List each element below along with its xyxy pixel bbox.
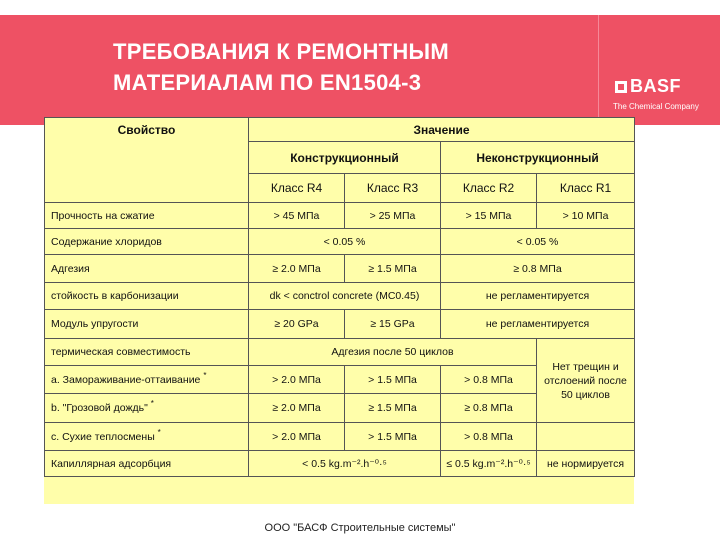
class-r1: Класс R1 [537, 174, 635, 203]
footer-text: ООО "БАСФ Строительные системы" [264, 522, 456, 534]
capillary-label: Капиллярная адсорбция [45, 451, 249, 477]
header-value: Значение [249, 118, 635, 142]
dry-r4: > 2.0 МПа [249, 423, 345, 451]
class-r4: Класс R4 [249, 174, 345, 203]
freeze-label-cell [45, 366, 249, 394]
thunder-label: b. "Грозовой дождь" [51, 402, 148, 414]
compressive-label: Прочность на сжатие [45, 203, 249, 229]
modulus-label: Модуль упругости [45, 310, 249, 339]
freeze-r3: > 1.5 МПа [345, 366, 441, 394]
thunder-r2: ≥ 0.8 МПа [441, 394, 537, 423]
adhesion-r3: ≥ 1.5 МПа [345, 255, 441, 283]
table-row [45, 118, 635, 142]
thermal-value: Адгезия после 50 циклов [249, 339, 537, 366]
dry-r2: > 0.8 МПа [441, 423, 537, 451]
compressive-r1: > 10 МПа [537, 203, 635, 229]
dry-label: c. Сухие теплосмены [51, 430, 155, 443]
chlorides-label: Содержание хлоридов [45, 229, 249, 255]
table-row [45, 255, 635, 283]
freeze-r2: > 0.8 МПа [441, 366, 537, 394]
page-title [113, 36, 449, 98]
dry-r1-empty [537, 423, 635, 451]
modulus-r3: ≥ 15 GPa [345, 310, 441, 339]
table-row [45, 203, 635, 229]
header-nonstructural: Неконструкционный [441, 142, 635, 174]
adhesion-nonstructural: ≥ 0.8 МПа [441, 255, 635, 283]
capillary-r1: не нормируется [537, 451, 635, 477]
footnote-marker: * [157, 427, 161, 437]
header-property: Свойство [45, 118, 249, 203]
table-row [45, 229, 635, 255]
compressive-r2: > 15 МПа [441, 203, 537, 229]
thunder-r4: ≥ 2.0 МПа [249, 394, 345, 423]
compressive-r3: > 25 МПа [345, 203, 441, 229]
class-r3: Класс R3 [345, 174, 441, 203]
logo-text: BASF [630, 76, 681, 96]
footnote-marker: * [203, 370, 207, 380]
table-row [45, 339, 635, 366]
basf-logo-icon [615, 81, 627, 93]
thunder-r3: ≥ 1.5 МПа [345, 394, 441, 423]
class-r2: Класс R2 [441, 174, 537, 203]
thunder-label-cell [45, 394, 249, 423]
modulus-r4: ≥ 20 GPa [249, 310, 345, 339]
requirements-table [44, 117, 635, 477]
header-structural: Конструкционный [249, 142, 441, 174]
table-row [45, 283, 635, 310]
table-row [45, 423, 635, 451]
footnote-marker: * [150, 399, 154, 408]
carbonation-nonstructural: не регламентируется [441, 283, 635, 310]
compressive-r4: > 45 МПа [249, 203, 345, 229]
page-title-line-1: ТРЕБОВАНИЯ К РЕМОНТНЫМ [113, 39, 450, 64]
adhesion-label: Адгезия [45, 255, 249, 283]
table-row [45, 451, 635, 477]
capillary-r2: ≤ 0.5 kg.m⁻².h⁻⁰·⁵ [441, 451, 537, 477]
capillary-structural: < 0.5 kg.m⁻².h⁻⁰·⁵ [249, 451, 441, 477]
carbonation-structural: dk < conctrol concrete (MC0.45) [249, 283, 441, 310]
table-row [45, 310, 635, 339]
adhesion-r4: ≥ 2.0 МПа [249, 255, 345, 283]
page-title-line-2: МАТЕРИАЛАМ ПО EN1504-3 [113, 70, 422, 95]
chlorides-nonstructural: < 0.05 % [441, 229, 635, 255]
dry-label-cell [45, 423, 249, 451]
chlorides-structural: < 0.05 % [249, 229, 441, 255]
freeze-r4: > 2.0 МПа [249, 366, 345, 394]
dry-r3: > 1.5 МПа [345, 423, 441, 451]
logo-subtitle: The Chemical Company [613, 102, 699, 111]
modulus-nonstructural: не регламентируется [441, 310, 635, 339]
freeze-label: a. Замораживание-оттаивание [51, 373, 201, 386]
thermal-r1-note: Нет трещин и отслоений после 50 циклов [537, 339, 635, 423]
carbonation-label: стойкость в карбонизации [45, 283, 249, 310]
thermal-label: термическая совместимость [45, 339, 249, 366]
